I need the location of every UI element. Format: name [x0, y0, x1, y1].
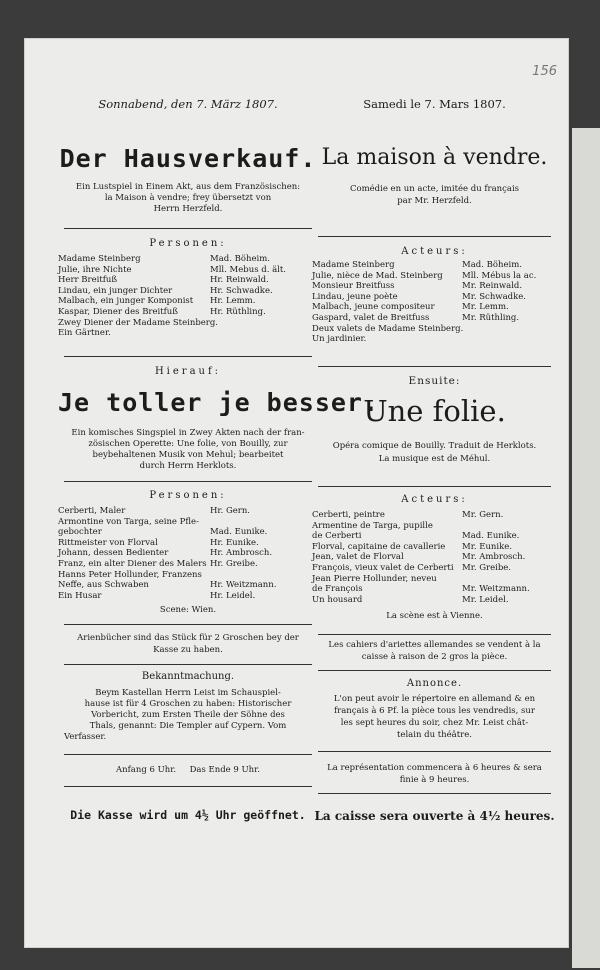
divider	[318, 634, 551, 635]
cast-row: Neffe, aus Schwaben Hr. Weitzmann.	[58, 580, 277, 591]
folio-number: 156	[532, 64, 557, 79]
french-box-office: La caisse sera ouverte à 4½ heures.	[314, 809, 555, 823]
cast-row: Ein Husar Hr. Leidel.	[58, 590, 256, 601]
cast-row: Un jardinier.	[312, 334, 367, 345]
cast-row: Franz, ein alter Diener des Malers Hr. Greibe.	[58, 558, 258, 569]
cast-row: Johann, dessen Bedienter Hr. Ambrosch.	[58, 548, 273, 559]
cast-row: Armontine von Targa, seine Pfle-	[58, 516, 199, 527]
cast-row: Un housard Mr. Leidel.	[312, 594, 509, 605]
cast-row: Cerberti, peintre Mr. Gern.	[312, 510, 504, 520]
cast-row: Julie, ihre Nichte Mll. Mebus d. ält.	[58, 264, 287, 275]
french-times-1: La représentation commencera à 6 heures & sera	[327, 763, 542, 773]
divider	[318, 486, 551, 487]
french-cast2-list	[312, 510, 557, 605]
french-cast-heading: Acteurs:	[401, 246, 468, 257]
german-title: Der Hausverkauf.	[59, 144, 317, 173]
french-notice-2: français à 6 Pf. la pièce tous les vendredis, sur	[334, 706, 535, 716]
cast-row: Malbach, ein junger Komponist Hr. Lemm.	[58, 296, 256, 307]
french-cast2-heading: Acteurs:	[401, 494, 468, 505]
divider	[64, 228, 312, 229]
german-notice-heading: Bekanntmachung.	[141, 671, 235, 682]
german-notice-5: Verfasser.	[64, 732, 107, 742]
french-cast-list	[312, 260, 557, 345]
german-notice-3: Vorbericht, zum Ersten Theile der Söhne des	[91, 710, 285, 720]
german-subtitle-1: Ein Lustspiel in Einem Akt, aus dem Französischen:	[75, 182, 301, 192]
german-notice-1: Beym Kastellan Herrn Leist im Schauspiel-	[95, 688, 281, 698]
german-arias-2: Kasse zu haben.	[153, 645, 223, 655]
cast-row: Herr Breitfuß Hr. Reinwald.	[58, 275, 269, 286]
french-notice-3: les sept heures du soir, chez Mr. Leist chât-	[340, 718, 529, 728]
cast-row: de Cerberti Mad. Eunike.	[312, 531, 520, 542]
cast-row: de François Mr. Weitzmann.	[312, 584, 530, 595]
german-subtitle2-4: durch Herrn Herklots.	[139, 461, 237, 471]
divider	[64, 481, 312, 482]
french-subtitle2-2: La musique est de Méhul.	[378, 454, 491, 464]
german-date: Sonnabend, den 7. März 1807.	[98, 97, 278, 111]
french-date: Samedi le 7. Mars 1807.	[363, 97, 506, 111]
french-title-2: Une folie.	[363, 394, 506, 428]
cast-row: Jean, valet de Florval Mr. Ambrosch.	[312, 552, 526, 563]
french-subtitle-1: Comédie en un acte, imitée du français	[349, 184, 520, 194]
french-notice-1: L'on peut avoir le répertoire en allemand & en	[333, 694, 536, 704]
french-times-2: finie à 9 heures.	[399, 775, 470, 785]
french-subtitle-2: par Mr. Herzfeld.	[397, 196, 472, 206]
german-times: Anfang 6 Uhr. Das Ende 9 Uhr.	[116, 765, 260, 775]
german-hierauf: Hierauf:	[154, 366, 222, 377]
german-arias-1: Arienbücher sind das Stück für 2 Groschen bey der	[77, 633, 299, 643]
german-cast2-heading: Personen:	[149, 490, 227, 501]
cast-row: Zwey Diener der Madame Steinberg.	[58, 317, 218, 328]
cast-row: Rittmeister von Florval Hr. Eunike.	[58, 537, 259, 548]
german-notice-2: hause ist für 4 Groschen zu haben: Historischer	[84, 699, 292, 709]
cast-row: Madame Steinberg Mad. Böheim.	[312, 260, 522, 270]
german-cast-heading: Personen:	[149, 238, 227, 249]
german-subtitle2-2: zösischen Operette: Une folie, von Bouilly, zur	[88, 439, 288, 449]
divider	[64, 786, 312, 787]
german-subtitle2-1: Ein komisches Singspiel in Zwey Akten nach der fran-	[71, 428, 305, 438]
german-subtitle2-3: beybehaltenen Musik von Mehul; bearbeitet	[92, 450, 284, 460]
cast-row: Malbach, jeune compositeur Mr. Lemm.	[312, 302, 509, 313]
cast-row: François, vieux valet de Cerberti Mr. Greibe.	[312, 562, 512, 573]
french-notice-heading: Annonce.	[406, 678, 463, 689]
divider	[318, 670, 551, 671]
french-arias-2: caisse à raison de 2 gros la pièce.	[361, 652, 508, 662]
cast-row: Ein Gärtner.	[58, 328, 111, 339]
french-notice-4: telain du théâtre.	[397, 730, 472, 740]
cast-row: Lindau, ein junger Dichter Hr. Schwadke.	[58, 285, 273, 296]
divider	[64, 664, 312, 665]
cast-row: Deux valets de Madame Steinberg.	[312, 323, 464, 334]
cast-row: Kaspar, Diener des Breitfuß Hr. Rüthling.	[58, 306, 266, 317]
german-box-office: Die Kasse wird um 4½ Uhr geöffnet.	[70, 808, 306, 822]
german-cast2-list	[58, 506, 318, 601]
german-subtitle-2: la Maison à vendre; frey übersetzt von	[104, 193, 272, 203]
divider	[318, 366, 551, 367]
german-scene: Scene: Wien.	[159, 605, 217, 615]
cast-row: Jean Pierre Hollunder, neveu	[312, 573, 437, 584]
divider	[64, 624, 312, 625]
divider	[318, 236, 551, 237]
cast-row: Monsieur Breitfuss Mr. Reinwald.	[312, 281, 523, 292]
german-cast-list	[58, 254, 318, 339]
german-notice-4: Thals, genannt: Die Templer auf Cypern. Vom	[89, 721, 287, 731]
cast-row: Lindau, jeune poète Mr. Schwadke.	[312, 291, 526, 302]
playbill-page	[24, 38, 569, 948]
divider	[318, 751, 551, 752]
cast-row: Florval, capitaine de cavallerie Mr. Eunike.	[312, 541, 512, 552]
french-subtitle2-1: Opéra comique de Bouilly. Traduit de Herklots.	[332, 441, 537, 451]
cast-row: Armentine de Targa, pupille	[312, 520, 433, 531]
divider	[318, 793, 551, 794]
divider	[64, 356, 312, 357]
cast-row: Hanns Peter Hollunder, Franzens	[58, 569, 202, 580]
french-title: La maison à vendre.	[321, 145, 548, 170]
cast-row: Julie, nièce de Mad. Steinberg Mll. Mébus la ac.	[312, 270, 537, 281]
french-arias-1: Les cahiers d'ariettes allemandes se vendent à la	[328, 640, 541, 650]
french-scene: La scène est à Vienne.	[386, 611, 483, 621]
cast-row: gebochter Mad. Eunike.	[58, 527, 268, 538]
cast-row: Madame Steinberg Mad. Böheim.	[58, 254, 270, 264]
french-ensuite: Ensuite:	[408, 375, 461, 387]
paper-edge-strip	[572, 128, 600, 968]
german-subtitle-3: Herrn Herzfeld.	[153, 204, 223, 214]
divider	[64, 754, 312, 755]
cast-row: Gaspard, valet de Breitfuss Mr. Rüthling.	[312, 312, 520, 323]
cast-row: Cerberti, Maler Hr. Gern.	[58, 506, 251, 516]
german-title-2: Je toller je besser.	[58, 388, 380, 417]
